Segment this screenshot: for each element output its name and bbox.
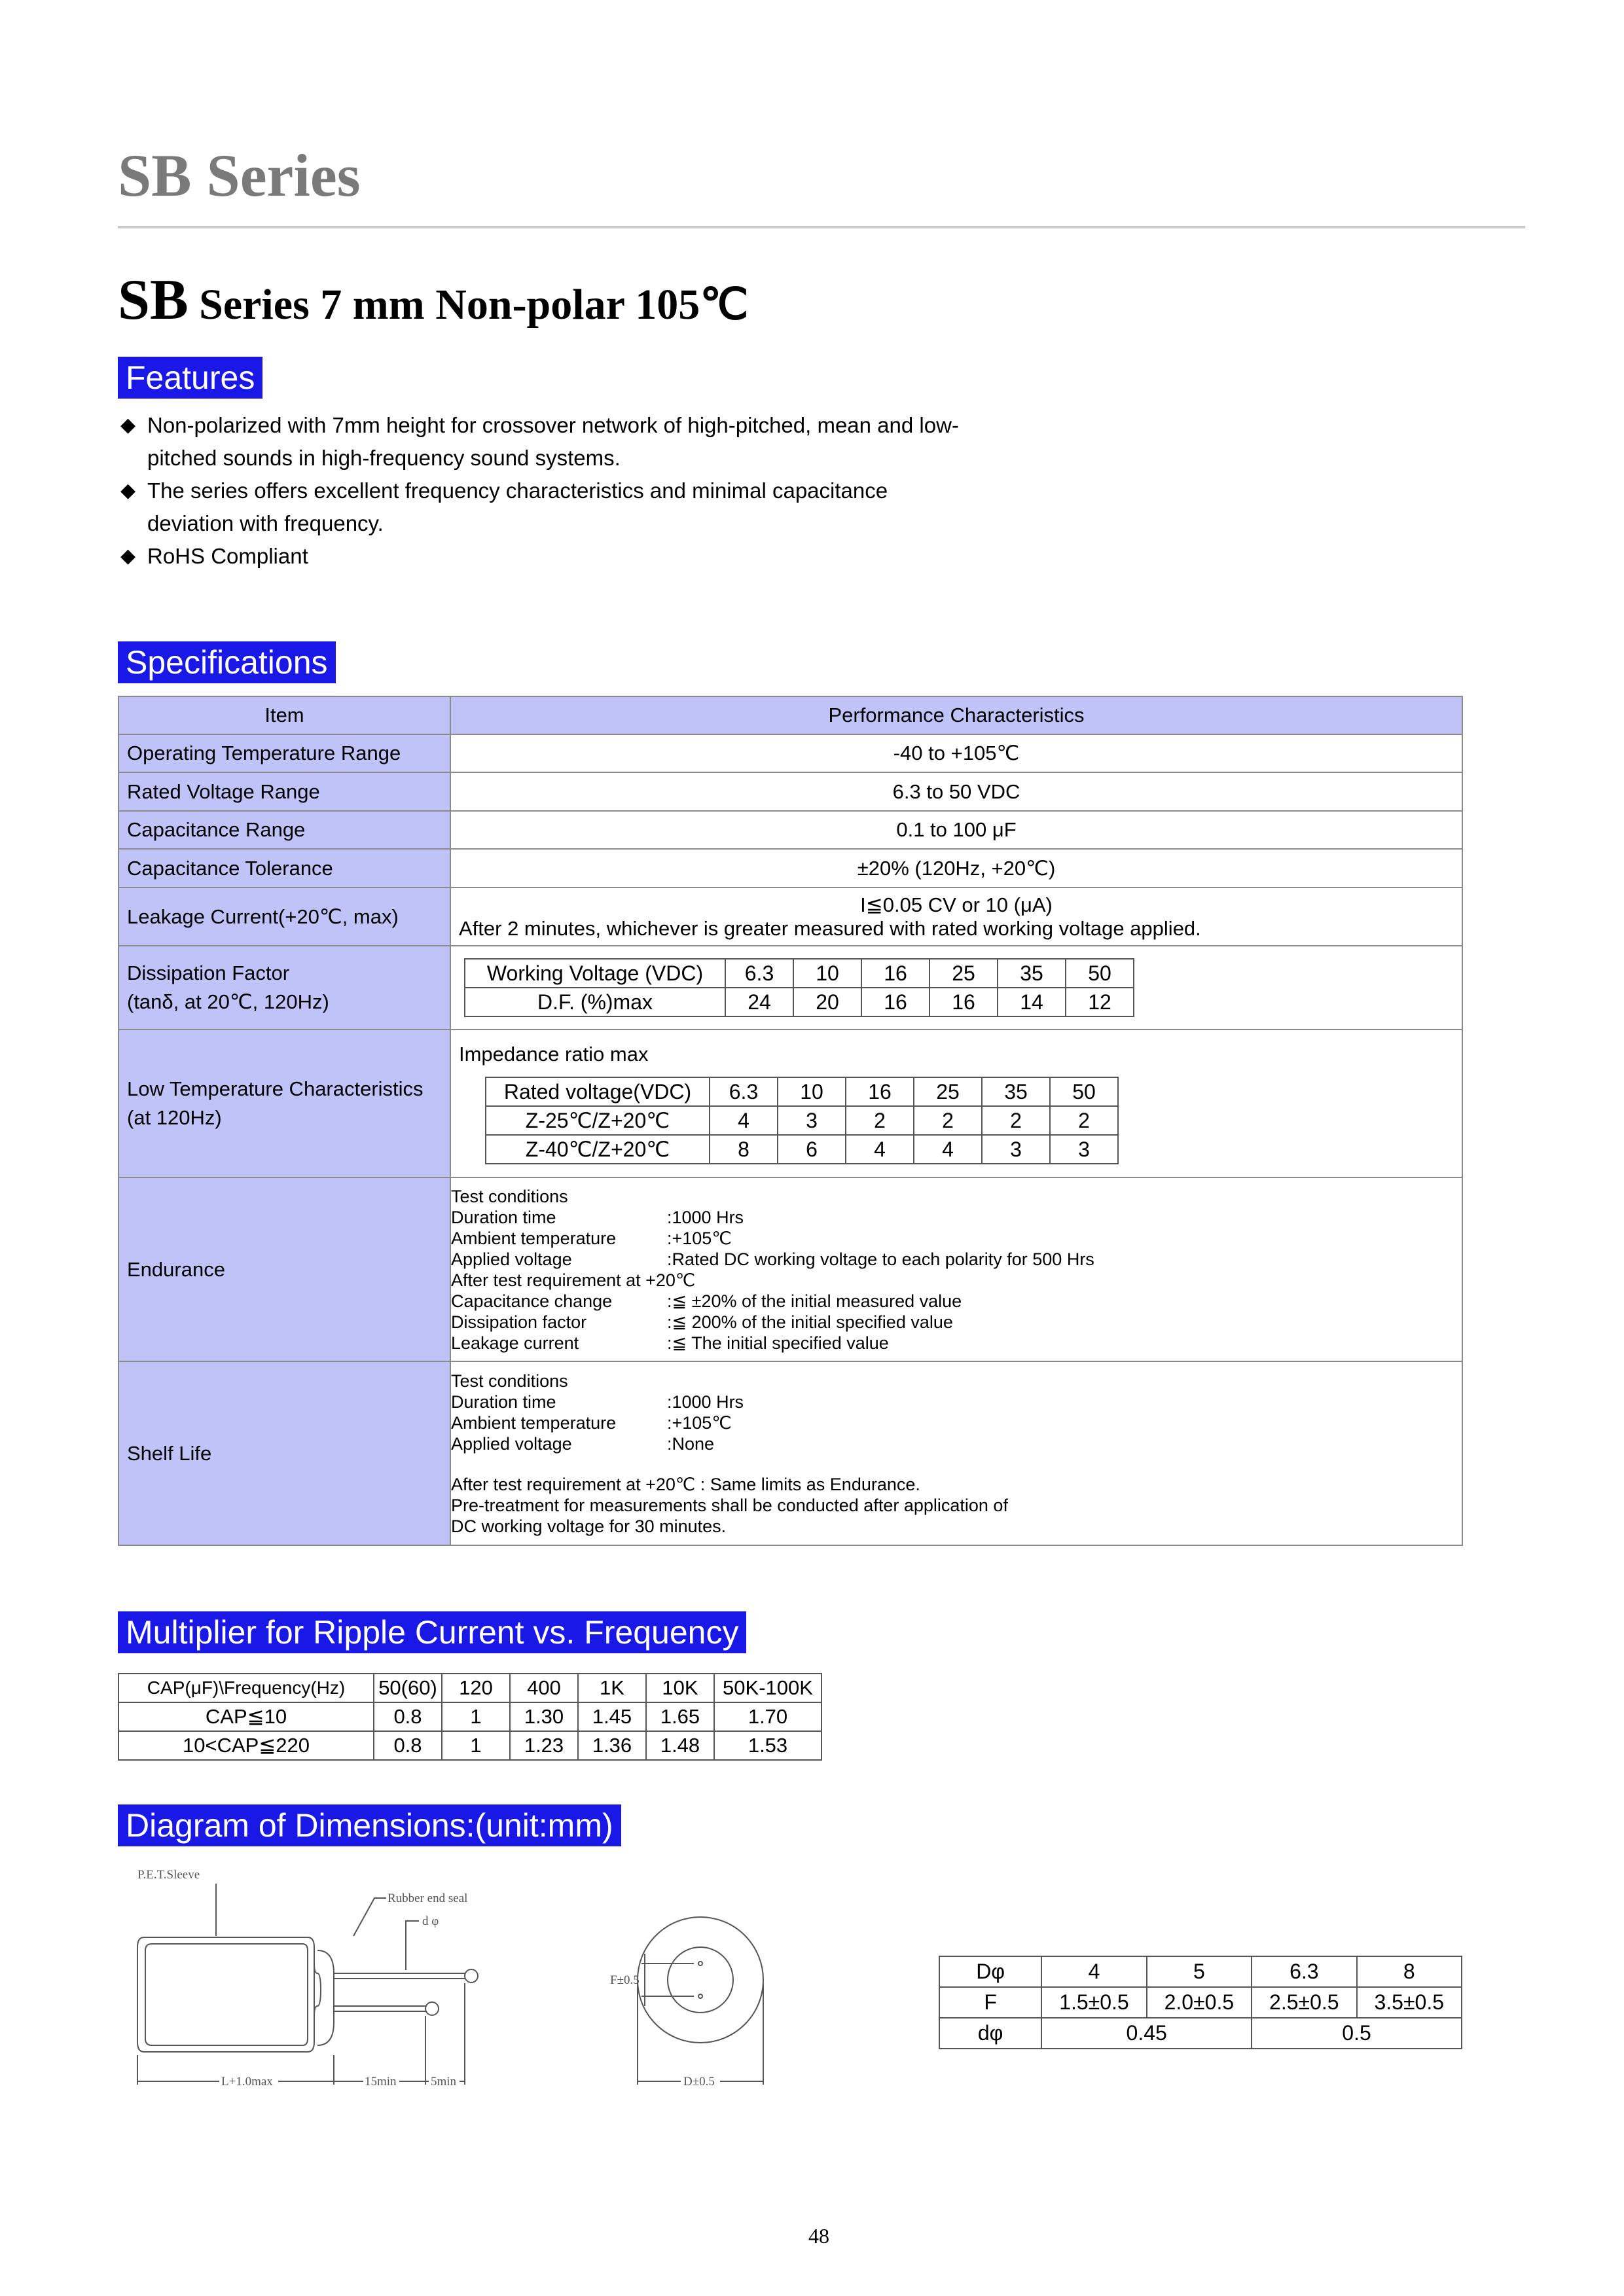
lowtemp-cell: 25 <box>914 1077 982 1106</box>
df-cell: 16 <box>861 988 929 1016</box>
endurance-line <box>451 1249 1462 1270</box>
label-length: L+1.0max <box>221 2075 273 2089</box>
page-number: 48 <box>808 2224 829 2248</box>
spec-item: Endurance <box>118 1177 450 1361</box>
endurance-label: Ambient temperature <box>451 1228 617 1248</box>
dims-cell: dφ <box>939 2018 1041 2049</box>
dims-cell: 8 <box>1357 1956 1462 1987</box>
dims-cell: Dφ <box>939 1956 1041 1987</box>
shelf-line: Pre-treatment for measurements shall be conducted after application of <box>451 1495 1008 1515</box>
label-15min: 15min <box>365 2075 397 2089</box>
lowtemp-cell: 6.3 <box>710 1077 778 1106</box>
endurance-line <box>451 1207 1462 1228</box>
lowtemp-cell: 16 <box>846 1077 914 1106</box>
df-cell: 20 <box>793 988 861 1016</box>
endurance-value: :≦ ±20% of the initial measured value <box>667 1291 962 1311</box>
lowtemp-cell: 2 <box>1050 1106 1118 1135</box>
label-pet-sleeve: P.E.T.Sleeve <box>137 1868 200 1882</box>
ripple-cell: 1.45 <box>578 1702 646 1731</box>
spec-value-shelf <box>450 1361 1462 1545</box>
subtitle-sb: SB <box>118 268 189 332</box>
leakage-formula: I≦0.05 CV or 10 (μA) <box>860 893 1053 916</box>
df-cell: 10 <box>793 959 861 988</box>
df-conditions: (tanδ, at 20℃, 120Hz) <box>127 990 329 1013</box>
feature-text: RoHS Compliant <box>147 544 308 568</box>
spec-value: 6.3 to 50 VDC <box>450 772 1462 811</box>
df-cell: 16 <box>929 988 998 1016</box>
df-cell: 16 <box>861 959 929 988</box>
dimensions-table <box>939 1956 1462 2049</box>
endurance-label: Dissipation factor <box>451 1312 587 1332</box>
ripple-cell: 1 <box>442 1702 510 1731</box>
features-heading: Features <box>118 357 262 399</box>
ripple-cell: 50(60) <box>374 1674 442 1702</box>
specifications-table <box>118 696 1463 1546</box>
df-cell: 14 <box>998 988 1066 1016</box>
lowtemp-cell: Z-40℃/Z+20℃ <box>486 1135 710 1164</box>
endurance-label: Applied voltage <box>451 1249 572 1269</box>
endurance-line <box>451 1312 1462 1333</box>
spec-item: Capacitance Range <box>118 811 450 849</box>
ripple-cell: 1.23 <box>510 1731 578 1760</box>
endurance-line <box>451 1333 1462 1354</box>
ripple-cell: 1.65 <box>646 1702 714 1731</box>
dims-cell: 2.5±0.5 <box>1252 1987 1356 2018</box>
shelf-label: Ambient temperature <box>451 1412 617 1433</box>
spec-value: ±20% (120Hz, +20℃) <box>450 849 1462 888</box>
spec-item: Capacitance Tolerance <box>118 849 450 888</box>
diamond-bullet-icon: ◆ <box>120 414 136 436</box>
spec-head-item: Item <box>118 696 450 734</box>
lowtemp-cell: Z-25℃/Z+20℃ <box>486 1106 710 1135</box>
spec-value-df <box>450 946 1462 1030</box>
endurance-label: Leakage current <box>451 1333 579 1353</box>
feature-item <box>118 475 972 540</box>
shelf-label: Duration time <box>451 1391 556 1412</box>
dims-cell: 4 <box>1041 1956 1146 1987</box>
lowtemp-cell: 50 <box>1050 1077 1118 1106</box>
endurance-value: :≦ The initial specified value <box>667 1333 889 1353</box>
feature-item <box>118 409 972 475</box>
dimensions-diagram <box>118 1859 851 2108</box>
ripple-cell: 1 <box>442 1731 510 1760</box>
df-cell: 35 <box>998 959 1066 988</box>
endurance-line <box>451 1228 1462 1249</box>
ripple-cell: 50K-100K <box>714 1674 821 1702</box>
shelf-value: :1000 Hrs <box>667 1391 744 1412</box>
endurance-label: Duration time <box>451 1207 556 1227</box>
spec-item: Leakage Current(+20℃, max) <box>118 888 450 946</box>
dims-cell: 3.5±0.5 <box>1357 1987 1462 2018</box>
dimensions-heading: Diagram of Dimensions:(unit:mm) <box>118 1804 621 1846</box>
ripple-table <box>118 1673 822 1761</box>
lowtemp-conditions: (at 120Hz) <box>127 1106 222 1129</box>
shelf-value: :+105℃ <box>667 1412 732 1433</box>
df-cell: 6.3 <box>725 959 793 988</box>
spec-item-df <box>118 946 450 1030</box>
page-series-title: SB Series <box>118 142 361 209</box>
spec-value-endurance <box>450 1177 1462 1361</box>
dims-cell: 0.45 <box>1041 2018 1252 2049</box>
endurance-value: :1000 Hrs <box>667 1207 744 1227</box>
endurance-value: :Rated DC working voltage to each polarity for 500 Hrs <box>667 1249 1094 1269</box>
shelf-line <box>451 1391 1462 1412</box>
feature-text: Non-polarized with 7mm height for crossover network of high-pitched, mean and low-pitched sounds in high-frequency sound systems. <box>147 413 959 470</box>
lowtemp-cell: 4 <box>914 1135 982 1164</box>
label-5min: 5min <box>431 2075 457 2089</box>
ripple-cell: 400 <box>510 1674 578 1702</box>
df-cell: 12 <box>1066 988 1134 1016</box>
df-cell: Working Voltage (VDC) <box>465 959 725 988</box>
df-cell: 50 <box>1066 959 1134 988</box>
dims-cell: 5 <box>1147 1956 1252 1987</box>
shelf-line: DC working voltage for 30 minutes. <box>451 1516 727 1536</box>
dims-cell: 2.0±0.5 <box>1147 1987 1252 2018</box>
shelf-value: :None <box>667 1433 715 1454</box>
features-list <box>118 409 972 573</box>
label-rubber-seal: Rubber end seal <box>388 1892 468 1905</box>
endurance-line: After test requirement at +20℃ <box>451 1270 696 1290</box>
diamond-bullet-icon: ◆ <box>120 545 136 567</box>
lowtemp-cell: 6 <box>778 1135 846 1164</box>
lowtemp-cell: 8 <box>710 1135 778 1164</box>
ripple-cell: 10<CAP≦220 <box>118 1731 374 1760</box>
subtitle-rest: Series 7 mm Non-polar 105℃ <box>188 281 749 329</box>
ripple-cell: 0.8 <box>374 1731 442 1760</box>
endurance-line <box>451 1291 1462 1312</box>
shelf-line <box>451 1412 1462 1433</box>
lowtemp-cell: 10 <box>778 1077 846 1106</box>
df-label: Dissipation Factor <box>127 961 290 984</box>
df-cell: 24 <box>725 988 793 1016</box>
spec-value-lowtemp <box>450 1030 1462 1177</box>
lowtemp-cell: 3 <box>1050 1135 1118 1164</box>
lowtemp-label: Low Temperature Characteristics <box>127 1077 424 1100</box>
shelf-line <box>451 1433 1462 1454</box>
spec-item: Rated Voltage Range <box>118 772 450 811</box>
endurance-value: :+105℃ <box>667 1228 732 1248</box>
df-cell: 25 <box>929 959 998 988</box>
spec-value-leakage <box>450 888 1462 946</box>
label-d: D±0.5 <box>683 2075 715 2089</box>
lowtemp-cell: 4 <box>846 1135 914 1164</box>
ripple-cell: CAP(μF)\Frequency(Hz) <box>118 1674 374 1702</box>
header-divider <box>118 226 1525 228</box>
lowtemp-cell: 3 <box>982 1135 1050 1164</box>
lowtemp-cell: 35 <box>982 1077 1050 1106</box>
shelf-line: Test conditions <box>451 1371 568 1391</box>
lowtemp-cell: 2 <box>846 1106 914 1135</box>
spec-value: -40 to +105℃ <box>450 734 1462 772</box>
ripple-cell: 120 <box>442 1674 510 1702</box>
spec-item-lowtemp <box>118 1030 450 1177</box>
spec-item: Shelf Life <box>118 1361 450 1545</box>
ripple-cell: 1.53 <box>714 1731 821 1760</box>
ripple-cell: 1.48 <box>646 1731 714 1760</box>
lowtemp-cell: Rated voltage(VDC) <box>486 1077 710 1106</box>
lowtemp-cell: 4 <box>710 1106 778 1135</box>
df-cell: D.F. (%)max <box>465 988 725 1016</box>
dims-cell: 6.3 <box>1252 1956 1356 1987</box>
product-subtitle <box>118 267 748 333</box>
lowtemp-table <box>485 1077 1119 1164</box>
label-lead-diameter: d φ <box>422 1914 439 1928</box>
leakage-note: After 2 minutes, whichever is greater measured with rated working voltage applied. <box>459 916 1201 940</box>
diamond-bullet-icon: ◆ <box>120 480 136 501</box>
ripple-cell: 0.8 <box>374 1702 442 1731</box>
shelf-label: Applied voltage <box>451 1433 572 1454</box>
ripple-cell: 10K <box>646 1674 714 1702</box>
feature-text: The series offers excellent frequency characteristics and minimal capacitance deviation with frequency. <box>147 478 888 535</box>
spec-head-perf: Performance Characteristics <box>450 696 1462 734</box>
ripple-cell: CAP≦10 <box>118 1702 374 1731</box>
dims-cell: F <box>939 1987 1041 2018</box>
shelf-line: After test requirement at +20℃ : Same limits as Endurance. <box>451 1474 920 1494</box>
ripple-heading: Multiplier for Ripple Current vs. Frequency <box>118 1611 746 1653</box>
df-table <box>464 958 1134 1017</box>
endurance-label: Capacitance change <box>451 1291 613 1311</box>
ripple-cell: 1.30 <box>510 1702 578 1731</box>
dims-cell: 0.5 <box>1252 2018 1462 2049</box>
ripple-cell: 1K <box>578 1674 646 1702</box>
ripple-cell: 1.70 <box>714 1702 821 1731</box>
feature-item <box>118 540 972 573</box>
lowtemp-caption: Impedance ratio max <box>459 1043 649 1066</box>
specifications-heading: Specifications <box>118 641 336 683</box>
spec-value: 0.1 to 100 μF <box>450 811 1462 849</box>
endurance-value: :≦ 200% of the initial specified value <box>667 1312 953 1332</box>
ripple-cell: 1.36 <box>578 1731 646 1760</box>
dims-cell: 1.5±0.5 <box>1041 1987 1146 2018</box>
label-f: F±0.5 <box>610 1973 640 1987</box>
lowtemp-cell: 2 <box>982 1106 1050 1135</box>
lowtemp-cell: 2 <box>914 1106 982 1135</box>
lowtemp-cell: 3 <box>778 1106 846 1135</box>
spec-item: Operating Temperature Range <box>118 734 450 772</box>
endurance-line: Test conditions <box>451 1186 568 1206</box>
